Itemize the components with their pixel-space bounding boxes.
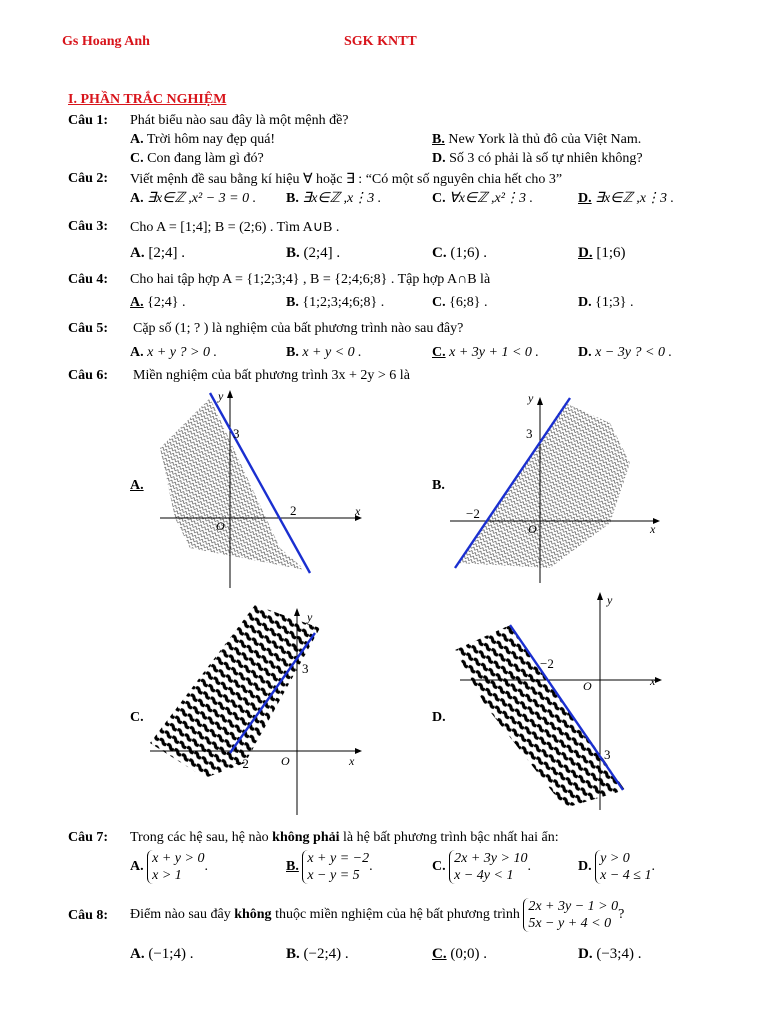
q3-option-a[interactable] [130, 245, 185, 262]
q4-option-d-text: {1;3} . [595, 295, 634, 310]
axis-y-label: y [307, 610, 313, 624]
q2-option-a-text: ∃x∈ℤ ,x² − 3 = 0 . [147, 191, 257, 206]
option-letter: B. [286, 295, 299, 310]
axis-y-label: y [607, 593, 613, 607]
option-letter: C. [432, 191, 446, 206]
q8-text-post: thuộc miền nghiệm của hệ bất phương trình [271, 907, 520, 922]
tick-x-label: −2 [235, 756, 249, 771]
option-letter: D. [578, 345, 592, 360]
option-letter: D. [578, 191, 592, 206]
q8-text-pre: Điểm nào sau đây [130, 907, 235, 922]
q8-option-a-text: (−1;4) . [148, 946, 194, 962]
tick-x-label: −2 [540, 656, 554, 671]
q2-option-b[interactable] [286, 190, 381, 207]
section-title: I. PHẦN TRẮC NGHIỆM [68, 92, 227, 107]
q8-text: Điểm nào sau đây không thuộc miền nghiệm của hệ bất phương trình 2x + 3y − 1 > 0 5x − y + 4 < 0? [130, 899, 625, 931]
option-letter: B. [286, 245, 300, 261]
tick-y-label: 3 [233, 426, 240, 441]
q5-option-a-text: x + y ? > 0 . [147, 345, 217, 360]
option-letter: C. [432, 245, 447, 261]
q7-option-b[interactable]: B. x + y = −2 x − y = 5. [286, 851, 373, 883]
origin-label: O [281, 754, 290, 768]
q3-option-b[interactable] [286, 245, 340, 262]
option-letter: B. [432, 132, 445, 147]
q8-option-b-text: (−2;4) . [303, 946, 349, 962]
q1-option-c[interactable] [130, 151, 264, 167]
q6-option-d[interactable]: D. [432, 710, 446, 725]
q5-option-b-text: x + y < 0 . [302, 345, 362, 360]
tick-x-label: 2 [290, 503, 297, 518]
q2-option-a[interactable] [130, 190, 256, 207]
q5-option-c[interactable] [432, 345, 539, 361]
q2-label: Câu 2: [68, 171, 109, 186]
q7-d-line2: x − 4 ≤ 1 [600, 868, 652, 883]
option-letter: C. [432, 859, 446, 875]
q1-option-a[interactable] [130, 132, 275, 148]
q3-option-b-text: (2;4] . [303, 245, 341, 261]
option-letter: A. [130, 245, 145, 261]
q8-sys-line1: 2x + 3y − 1 > 0 [528, 899, 619, 914]
q5-label: Câu 5: [68, 321, 109, 336]
q3-option-c-text: (1;6) . [450, 245, 488, 261]
q7-text-pre: Trong các hệ sau, hệ nào [130, 830, 273, 845]
q2-option-b-text: ∃x∈ℤ ,x⋮3 . [302, 191, 382, 206]
option-letter: D. [578, 859, 592, 875]
q7-option-a[interactable]: A. x + y > 0 x > 1. [130, 851, 208, 883]
q4-option-c-text: {6;8} . [449, 295, 488, 310]
graph-d [445, 590, 670, 820]
option-letter: A. [130, 132, 144, 147]
q7-text-bold: không phải [272, 830, 340, 845]
axis-x-label: x [355, 504, 361, 518]
q8-option-d[interactable] [578, 946, 641, 963]
axis-x-label: x [650, 522, 656, 536]
q8-option-c[interactable] [432, 946, 487, 963]
q4-option-b-text: {1;2;3;4;6;8} . [302, 295, 385, 310]
q4-option-d[interactable] [578, 295, 633, 311]
option-letter: A. [130, 946, 145, 962]
q8-system [523, 898, 618, 932]
q4-option-a-text: {2;4} . [147, 295, 186, 310]
origin-label: O [583, 679, 592, 693]
origin-label: O [528, 522, 537, 536]
graph-c [145, 603, 375, 818]
q7-b-line2: x − y = 5 [307, 868, 360, 883]
q8-option-a[interactable] [130, 946, 193, 963]
axis-y-label: y [218, 389, 224, 403]
q5-option-d-text: x − 3y ? < 0 . [595, 345, 672, 360]
header-book: SGK KNTT [344, 34, 417, 49]
axis-y-label: y [528, 391, 534, 405]
q4-text: Cho hai tập hợp A = {1;2;3;4} , B = {2;4;6;8} . Tập hợp A∩B là [130, 272, 491, 287]
option-letter: C. [432, 295, 446, 310]
q5-option-d[interactable] [578, 345, 672, 361]
q7-b-line1: x + y = −2 [307, 851, 370, 866]
option-letter: C. [130, 151, 144, 166]
q7-option-c[interactable]: C. 2x + 3y > 10 x − 4y < 1. [432, 851, 531, 883]
q7-question [68, 830, 108, 846]
q7-option-c-system [449, 850, 527, 884]
q2-option-c-text: ∀x∈ℤ ,x²⋮3 . [449, 191, 533, 206]
q6-option-c[interactable]: C. [130, 710, 144, 725]
q2-option-c[interactable] [432, 190, 533, 207]
option-letter: A. [130, 859, 144, 875]
q6-text: Miền nghiệm của bất phương trình 3x + 2y > 6 là [133, 368, 410, 383]
option-letter: D. [578, 946, 593, 962]
q3-option-d-text: [1;6) [596, 245, 626, 261]
q1-option-b[interactable] [432, 132, 641, 148]
q7-label: Câu 7: [68, 830, 109, 845]
q7-a-line1: x + y > 0 [152, 851, 205, 866]
q7-c-line1: 2x + 3y > 10 [454, 851, 528, 866]
tick-y-label: 3 [526, 426, 533, 441]
q7-text-post: là hệ bất phương trình bậc nhất hai ẩn: [339, 830, 559, 845]
q6-label: Câu 6: [68, 368, 109, 383]
option-letter: C. [432, 345, 446, 360]
q5-option-b[interactable] [286, 345, 362, 361]
q3-text: Cho A = [1;4]; B = (2;6) . Tìm A∪B . [130, 220, 340, 235]
q8-sys-line2: 5x − y + 4 < 0 [528, 916, 612, 931]
q3-option-d[interactable] [578, 245, 626, 262]
graph-a [150, 388, 380, 593]
q1-text: Phát biểu nào sau đây là một mệnh đề? [130, 113, 349, 128]
option-letter: C. [432, 946, 447, 962]
graph-b [440, 388, 670, 588]
option-letter: D. [578, 245, 593, 261]
q7-option-a-system [147, 850, 204, 884]
q4-option-c[interactable] [432, 295, 487, 311]
q6-option-b[interactable]: B. [432, 478, 445, 493]
q1-option-a-text: Trời hôm nay đẹp quá! [146, 132, 276, 147]
q2-option-d-text: ∃x∈ℤ ,x⋮3 . [595, 191, 675, 206]
q3-label: Câu 3: [68, 219, 109, 234]
axis-x-label: x [349, 754, 355, 768]
q3-option-c[interactable] [432, 245, 487, 262]
tick-y-label: 3 [604, 747, 611, 762]
option-letter: D. [578, 295, 592, 310]
q4-option-b[interactable] [286, 295, 384, 311]
origin-label: O [216, 519, 225, 533]
option-letter: B. [286, 859, 299, 875]
option-letter: B. [286, 946, 300, 962]
q8-option-b[interactable] [286, 946, 349, 963]
option-letter: A. [130, 191, 144, 206]
q8-label: Câu 8: [68, 908, 109, 923]
option-letter: D. [432, 151, 446, 166]
axis-x-label: x [650, 674, 656, 688]
option-letter: A. [130, 345, 144, 360]
option-letter: B. [286, 345, 299, 360]
q1-option-d-text: Số 3 có phải là số tự nhiên không? [449, 151, 643, 166]
header-author: Gs Hoang Anh [62, 34, 150, 49]
q5-text: Cặp số (1; ? ) là nghiệm của bất phương trình nào sau đây? [133, 321, 464, 336]
q7-d-line1: y > 0 [600, 851, 630, 866]
option-letter: A. [130, 295, 144, 310]
q1-label: Câu 1: [68, 113, 109, 128]
q7-option-d[interactable]: D. y > 0 x − 4 ≤ 1. [578, 851, 655, 883]
q1-option-d[interactable] [432, 151, 643, 167]
q8-text-bold: không [234, 907, 272, 922]
q4-label: Câu 4: [68, 272, 109, 287]
q2-text: Viết mệnh đề sau bằng kí hiệu ∀ hoặc ∃ : “Có một số nguyên chia hết cho 3” [130, 172, 563, 187]
q2-option-d[interactable] [578, 190, 674, 207]
q1-option-b-text: New York là thủ đô của Việt Nam. [448, 132, 642, 147]
q1-option-c-text: Con đang làm gì đó? [147, 151, 264, 166]
tick-y-label: 3 [302, 661, 309, 676]
q8-option-d-text: (−3;4) . [596, 946, 642, 962]
q7-text [130, 830, 559, 846]
q7-c-line2: x − 4y < 1 [454, 868, 514, 883]
q5-option-c-text: x + 3y + 1 < 0 . [449, 345, 539, 360]
q6-option-a[interactable]: A. [130, 478, 144, 493]
q7-a-line2: x > 1 [152, 868, 182, 883]
q4-option-a[interactable] [130, 295, 185, 311]
q3-option-a-text: [2;4] . [148, 245, 186, 261]
q7-option-d-system [595, 850, 651, 884]
option-letter: B. [286, 191, 299, 206]
tick-x-label: −2 [466, 506, 480, 521]
q8-option-c-text: (0;0) . [450, 946, 488, 962]
q5-option-a[interactable] [130, 345, 217, 361]
q7-option-b-system [302, 850, 369, 884]
